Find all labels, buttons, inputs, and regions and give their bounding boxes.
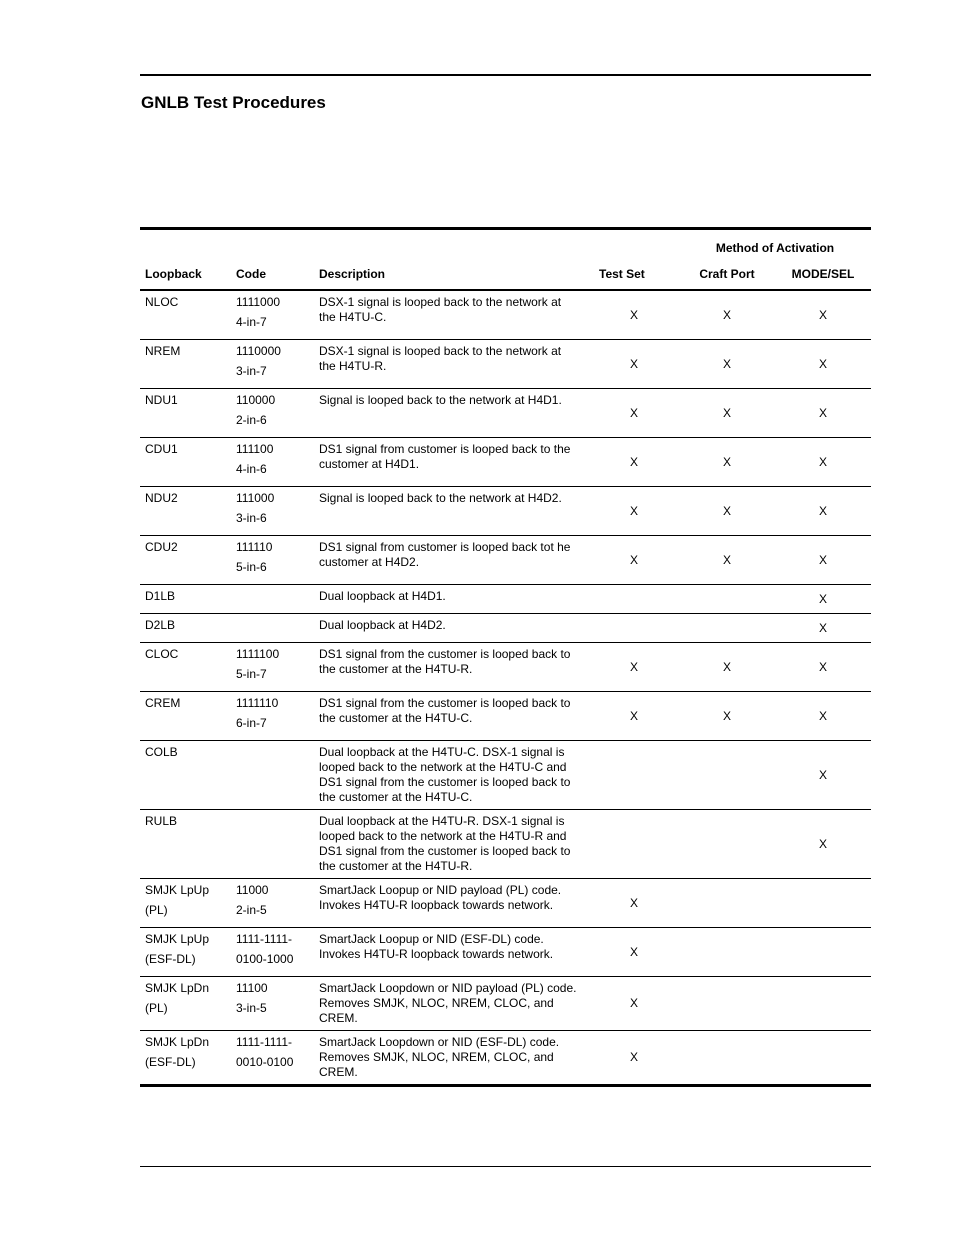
mode-sel-mark: X: [775, 290, 871, 340]
table-row: [140, 389, 871, 438]
code-value: 5-in-6: [236, 560, 267, 574]
mode-sel-mark: [775, 928, 871, 977]
loopback-name: NLOC: [145, 295, 179, 309]
loopback-cell: [140, 928, 231, 977]
mode-sel-mark: [775, 879, 871, 928]
loopback-cell: [140, 643, 231, 692]
test-set-mark: X: [589, 692, 679, 741]
code-value: 11100: [236, 981, 268, 995]
test-set-mark: [589, 810, 679, 879]
loopback-cell: [140, 290, 231, 340]
table-row: [140, 928, 871, 977]
table-row: [140, 487, 871, 536]
description-cell: [314, 643, 589, 692]
test-set-mark: X: [589, 340, 679, 389]
mode-sel-mark: X: [775, 340, 871, 389]
loopback-cell: [140, 389, 231, 438]
table-row: [140, 1031, 871, 1086]
test-set-mark: [589, 585, 679, 614]
table-row: [140, 290, 871, 340]
code-cell: [231, 290, 314, 340]
loopback-name: CDU2: [145, 540, 178, 554]
loopback-table: [140, 227, 871, 1087]
code-cell: [231, 1031, 314, 1086]
code-cell: [231, 810, 314, 879]
loopback-cell: [140, 741, 231, 810]
column-header-test-set: Test Set: [589, 257, 679, 290]
table-row: [140, 614, 871, 643]
test-set-mark: X: [589, 487, 679, 536]
description-text: DSX-1 signal is looped back to the network at the H4TU-R.: [319, 344, 562, 373]
table-row: [140, 741, 871, 810]
mode-sel-mark: X: [775, 536, 871, 585]
description-cell: [314, 879, 589, 928]
description-text: SmartJack Loopdown or NID (ESF-DL) code. Removes SMJK, NLOC, NREM, CLOC, and CREM.: [319, 1035, 560, 1079]
description-text: Signal is looped back to the network at H4D1.: [319, 393, 562, 407]
description-text: SmartJack Loopdown or NID payload (PL) code. Removes SMJK, NLOC, NREM, CLOC, and CREM.: [319, 981, 577, 1025]
description-cell: [314, 614, 589, 643]
code-value: 2-in-6: [236, 413, 267, 427]
loopback-cell: [140, 340, 231, 389]
description-cell: [314, 290, 589, 340]
test-set-mark: X: [589, 389, 679, 438]
loopback-cell: [140, 810, 231, 879]
craft-port-mark: X: [679, 389, 775, 438]
column-header-mode-sel: MODE/SEL: [775, 257, 871, 290]
code-cell: [231, 741, 314, 810]
table-group-header-row: [140, 229, 871, 258]
table-row: [140, 536, 871, 585]
test-set-mark: [589, 614, 679, 643]
craft-port-mark: X: [679, 692, 775, 741]
method-of-activation-header: Method of Activation: [679, 229, 871, 258]
code-value: 4-in-6: [236, 462, 267, 476]
loopback-name: D2LB: [145, 618, 176, 632]
description-text: SmartJack Loopup or NID payload (PL) code. Invokes H4TU-R loopback towards network.: [319, 883, 562, 912]
code-value: 2-in-5: [236, 903, 267, 917]
code-value: 4-in-7: [236, 315, 267, 329]
test-set-mark: X: [589, 879, 679, 928]
description-cell: [314, 692, 589, 741]
mode-sel-mark: X: [775, 643, 871, 692]
test-set-mark: X: [589, 977, 679, 1031]
test-set-mark: X: [589, 643, 679, 692]
loopback-cell: [140, 487, 231, 536]
loopback-name: D1LB: [145, 589, 176, 603]
description-cell: [314, 928, 589, 977]
loopback-name: CREM: [145, 696, 181, 710]
test-set-mark: X: [589, 536, 679, 585]
test-set-mark: X: [589, 290, 679, 340]
loopback-name: RULB: [145, 814, 178, 828]
mode-sel-mark: X: [775, 741, 871, 810]
description-text: Dual loopback at the H4TU-R. DSX-1 signal is looped back to the network at the H4TU-R and DS1 signal from the customer is looped back to the customer at the H4TU-R.: [319, 814, 571, 873]
code-value: 1111-1111-: [236, 932, 293, 946]
code-cell: [231, 614, 314, 643]
craft-port-mark: X: [679, 536, 775, 585]
code-value: 110000: [236, 393, 276, 407]
description-text: SmartJack Loopup or NID (ESF-DL) code. Invokes H4TU-R loopback towards network.: [319, 932, 554, 961]
code-value: 11000: [236, 883, 269, 897]
table-row: [140, 692, 871, 741]
footer-rule: [140, 1166, 871, 1167]
column-header-description: Description: [314, 257, 589, 290]
table-row: [140, 585, 871, 614]
description-text: Dual loopback at H4D2.: [319, 618, 446, 632]
code-cell: [231, 879, 314, 928]
code-value: 1111000: [236, 295, 281, 309]
code-value: 0010-0100: [236, 1055, 294, 1069]
mode-sel-mark: X: [775, 487, 871, 536]
mode-sel-mark: [775, 977, 871, 1031]
header-rule: [140, 74, 871, 76]
loopback-cell: [140, 692, 231, 741]
test-set-mark: X: [589, 438, 679, 487]
description-cell: [314, 977, 589, 1031]
table-body: [140, 290, 871, 1086]
loopback-cell: [140, 879, 231, 928]
code-cell: [231, 692, 314, 741]
loopback-name: NDU2: [145, 491, 178, 505]
loopback-name: SMJK LpDn: [145, 1035, 210, 1049]
description-text: DS1 signal from customer is looped back tot he customer at H4D2.: [319, 540, 571, 569]
loopback-name: COLB: [145, 745, 178, 759]
table-row: [140, 340, 871, 389]
loopback-cell: [140, 536, 231, 585]
craft-port-mark: [679, 741, 775, 810]
loopback-cell: [140, 614, 231, 643]
craft-port-mark: [679, 614, 775, 643]
code-value: 5-in-7: [236, 667, 267, 681]
description-cell: [314, 438, 589, 487]
code-value: 1111110: [236, 696, 279, 710]
loopback-name: (ESF-DL): [145, 952, 196, 966]
test-set-mark: [589, 741, 679, 810]
description-cell: [314, 585, 589, 614]
code-cell: [231, 585, 314, 614]
craft-port-mark: X: [679, 340, 775, 389]
code-value: 3-in-6: [236, 511, 267, 525]
code-cell: [231, 928, 314, 977]
loopback-cell: [140, 1031, 231, 1086]
loopback-name: CLOC: [145, 647, 179, 661]
test-set-mark: X: [589, 928, 679, 977]
test-set-mark: X: [589, 1031, 679, 1086]
mode-sel-mark: X: [775, 810, 871, 879]
code-value: 111110: [236, 540, 273, 554]
code-cell: [231, 536, 314, 585]
loopback-name: NDU1: [145, 393, 178, 407]
description-cell: [314, 810, 589, 879]
table-row: [140, 438, 871, 487]
code-cell: [231, 438, 314, 487]
description-text: DS1 signal from the customer is looped back to the customer at the H4TU-R.: [319, 647, 571, 676]
craft-port-mark: X: [679, 487, 775, 536]
loopback-name: CDU1: [145, 442, 178, 456]
mode-sel-mark: X: [775, 389, 871, 438]
mode-sel-mark: X: [775, 438, 871, 487]
loopback-cell: [140, 438, 231, 487]
table-row: [140, 643, 871, 692]
table-row: [140, 810, 871, 879]
table-column-header-row: [140, 257, 871, 290]
loopback-name: SMJK LpDn: [145, 981, 210, 995]
description-cell: [314, 340, 589, 389]
code-value: 3-in-7: [236, 364, 267, 378]
craft-port-mark: X: [679, 438, 775, 487]
column-header-code: Code: [231, 257, 314, 290]
description-text: DS1 signal from the customer is looped back to the customer at the H4TU-C.: [319, 696, 571, 725]
craft-port-mark: X: [679, 643, 775, 692]
table-row: [140, 879, 871, 928]
description-text: Dual loopback at the H4TU-C. DSX-1 signal is looped back to the network at the H4TU-C and DS1 signal from the customer is looped back to the customer at the H4TU-C.: [319, 745, 571, 804]
loopback-name: SMJK LpUp: [145, 932, 210, 946]
craft-port-mark: X: [679, 290, 775, 340]
craft-port-mark: [679, 879, 775, 928]
description-text: DS1 signal from customer is looped back to the customer at H4D1.: [319, 442, 571, 471]
description-cell: [314, 1031, 589, 1086]
loopback-cell: [140, 585, 231, 614]
mode-sel-mark: X: [775, 585, 871, 614]
code-cell: [231, 389, 314, 438]
code-value: 1110000: [236, 344, 281, 358]
description-cell: [314, 389, 589, 438]
description-cell: [314, 487, 589, 536]
code-value: 6-in-7: [236, 716, 267, 730]
mode-sel-mark: [775, 1031, 871, 1086]
description-cell: [314, 741, 589, 810]
description-cell: [314, 536, 589, 585]
code-value: 1111100: [236, 647, 280, 661]
code-cell: [231, 977, 314, 1031]
loopback-cell: [140, 977, 231, 1031]
mode-sel-mark: X: [775, 614, 871, 643]
craft-port-mark: [679, 977, 775, 1031]
loopback-name: (PL): [145, 903, 168, 917]
column-header-craft-port: Craft Port: [679, 257, 775, 290]
code-value: 0100-1000: [236, 952, 294, 966]
craft-port-mark: [679, 585, 775, 614]
table-row: [140, 977, 871, 1031]
loopback-name: (ESF-DL): [145, 1055, 196, 1069]
code-cell: [231, 643, 314, 692]
loopback-name: (PL): [145, 1001, 168, 1015]
code-value: 111100: [236, 442, 274, 456]
page-title: GNLB Test Procedures: [141, 93, 326, 112]
code-cell: [231, 340, 314, 389]
craft-port-mark: [679, 810, 775, 879]
description-text: Dual loopback at H4D1.: [319, 589, 446, 603]
craft-port-mark: [679, 928, 775, 977]
column-header-loopback: Loopback: [140, 257, 231, 290]
mode-sel-mark: X: [775, 692, 871, 741]
code-value: 111000: [236, 491, 275, 505]
code-value: 3-in-5: [236, 1001, 267, 1015]
craft-port-mark: [679, 1031, 775, 1086]
loopback-name: NREM: [145, 344, 181, 358]
description-text: DSX-1 signal is looped back to the network at the H4TU-C.: [319, 295, 562, 324]
loopback-name: SMJK LpUp: [145, 883, 210, 897]
description-text: Signal is looped back to the network at H4D2.: [319, 491, 562, 505]
code-value: 1111-1111-: [236, 1035, 293, 1049]
code-cell: [231, 487, 314, 536]
